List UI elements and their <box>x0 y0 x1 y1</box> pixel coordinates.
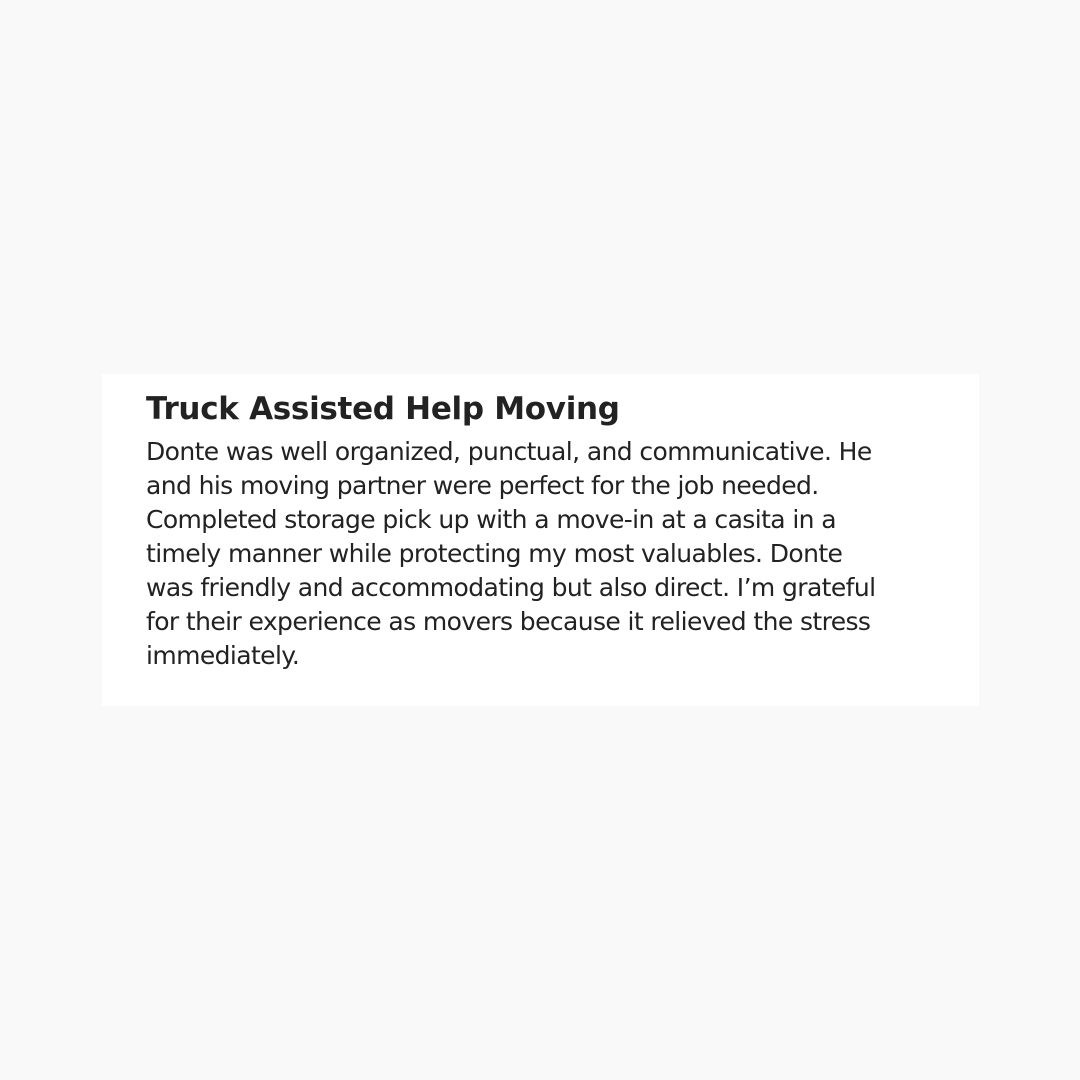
review-body-line: Completed storage pick up with a move-in at a casita in a <box>146 505 836 535</box>
review-body-line: was friendly and accommodating but also direct. I’m grateful <box>146 573 876 603</box>
review-body <box>146 435 949 673</box>
review-body-line: and his moving partner were perfect for the job needed. <box>146 471 819 501</box>
review-body-line: timely manner while protecting my most valuables. Donte <box>146 539 843 569</box>
review-body-line: Donte was well organized, punctual, and communicative. He <box>146 437 872 467</box>
review-card <box>102 374 979 706</box>
review-title: Truck Assisted Help Moving <box>146 391 620 427</box>
review-body-line: immediately. <box>146 641 300 671</box>
review-body-line: for their experience as movers because it relieved the stress <box>146 607 871 637</box>
